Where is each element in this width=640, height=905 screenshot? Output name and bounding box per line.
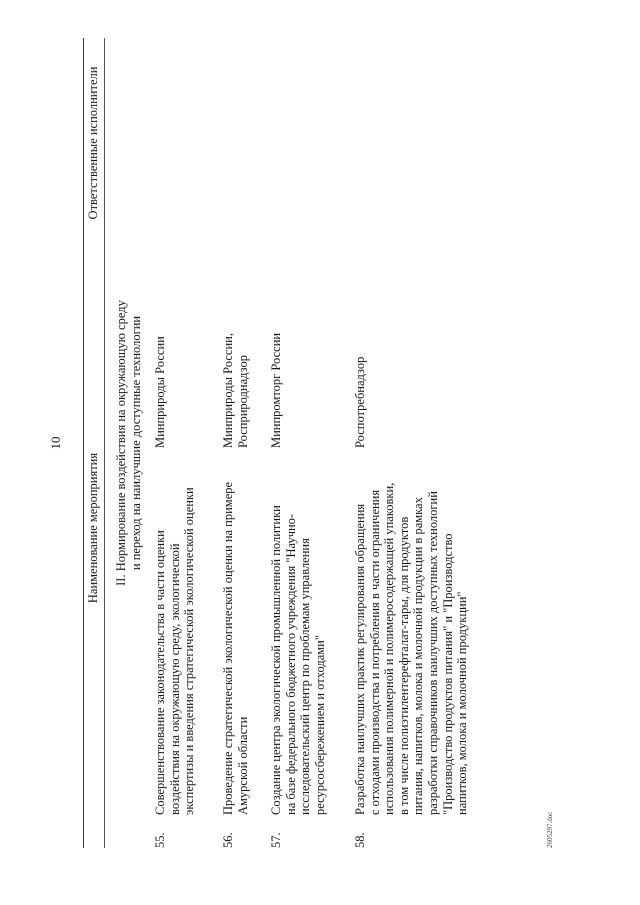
row-name-line: питания, напитков, молока и молочной продукции в рамках bbox=[411, 497, 426, 815]
row-number: 56. bbox=[221, 832, 235, 848]
row-responsible-line: Минприроды России bbox=[153, 336, 167, 448]
row-name-line: экспертизы и введения стратегической экологической оценки bbox=[182, 487, 197, 815]
column-header-responsible: Ответственные исполнители bbox=[86, 66, 100, 220]
row-name-line: на базе федерального бюджетного учреждения "Научно- bbox=[283, 513, 298, 815]
section-title bbox=[114, 38, 144, 848]
rotated-document-page bbox=[40, 38, 560, 848]
row-name bbox=[153, 475, 197, 815]
row-responsible-line: Минпромторг России bbox=[269, 332, 283, 448]
section-title-line-1: II. Нормирование воздействия на окружающую среду bbox=[114, 300, 128, 586]
row-name-line: Создание центра экологической промышленной политики bbox=[269, 505, 283, 815]
page-number: 10 bbox=[48, 436, 63, 450]
row-name bbox=[353, 475, 470, 815]
row-name-line: воздействия на окружающую среду, экологической bbox=[167, 543, 182, 815]
table-header-border bbox=[104, 38, 105, 848]
table-top-border bbox=[83, 38, 84, 848]
row-responsible bbox=[353, 198, 368, 448]
row-name-line: Совершенствование законодательства в части оценки bbox=[153, 530, 167, 815]
row-responsible-line: Роспотребнадзор bbox=[353, 356, 367, 448]
row-name bbox=[221, 475, 250, 815]
row-name-line: разработки справочников наилучших доступных технологий bbox=[425, 491, 440, 815]
row-name-line: напитков, молока и молочной продукции" bbox=[455, 591, 470, 815]
row-number: 58. bbox=[353, 832, 367, 848]
row-name bbox=[269, 475, 327, 815]
row-name-line: использования полимерной и полимеросодержащей упаковки, bbox=[382, 482, 397, 815]
row-name-line: Разработка наилучших практик регулирования обращения bbox=[353, 503, 367, 815]
column-header-name: Наименование мероприятия bbox=[86, 452, 100, 604]
row-responsible bbox=[221, 198, 250, 448]
row-responsible bbox=[153, 198, 168, 448]
row-name-line: исследовательский центр по проблемам управления bbox=[298, 538, 313, 815]
row-responsible-line: Росприроднадзор bbox=[235, 355, 250, 448]
row-name-line: Проведение стратегической экологической оценки на примере bbox=[221, 481, 235, 815]
section-title-line-2: и переход на наилучшие доступные технологии bbox=[129, 315, 143, 571]
document-code: 2605297.doc bbox=[546, 811, 554, 848]
row-name-line: в том числе полиэтилентерефталат-тары, для продуктов bbox=[396, 516, 411, 815]
row-number: 57. bbox=[269, 832, 283, 848]
row-name-line: Амурской области bbox=[235, 716, 250, 815]
row-name-line: "Производство продуктов питания" и "Производство bbox=[440, 533, 455, 815]
row-number: 55. bbox=[153, 832, 167, 848]
row-name-line: с отходами производства и потребления в части ограничения bbox=[367, 489, 382, 815]
row-name-line: ресурсосбережением и отходами" bbox=[312, 635, 327, 815]
row-responsible-line: Минприроды России, bbox=[221, 333, 235, 448]
row-responsible bbox=[269, 198, 284, 448]
